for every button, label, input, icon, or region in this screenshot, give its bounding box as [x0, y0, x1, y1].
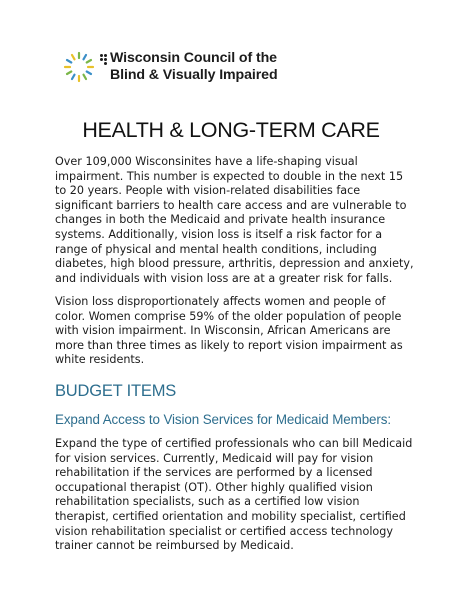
medicaid-paragraph: Expand the type of certified professionals who can bill Medicaid for vision services. Currently, Medicaid will pay for vision rehabilitation if the services are performed by a licensed occupational therapist (OT). Other highly qualified vision rehabilitation specialists, such as a certified low vision therapist, certified orientation and mobility specialist, certified vision rehabilitation specialist or certified access technology trainer cannot be reimbursed by Medicaid.	[55, 437, 413, 553]
logo-name-line1: Wisconsin Council of the	[110, 50, 277, 66]
budget-items-heading: BUDGET ITEMS	[55, 382, 177, 400]
intro-paragraph: Over 109,000 Wisconsinites have a life-shaping visual impairment. This number is expected to double in the next 15 to 20 years. People with vision-related disabilities face significant barriers to health care access and are vulnerable to changes in both the Medicaid and private health insurance systems. Additionally, vision loss is itself a risk factor for a range of physical and mental health conditions, including diabetes, high blood pressure, arthritis, depression and anxiety, and individuals with vision loss are at a greater risk for falls.	[55, 155, 414, 285]
sunburst-logo-icon	[62, 50, 96, 84]
logo-name-line2: Blind & Visually Impaired	[110, 67, 278, 83]
demographics-paragraph: Vision loss disproportionately affects women and people of color. Women comprise 59% of the older population of people with vision impairment. In Wisconsin, African Americans are more than three times as likely to report vision impairment as white residents.	[55, 295, 403, 367]
page-title: HEALTH & LONG-TERM CARE	[82, 118, 380, 142]
logo-wordmark	[100, 50, 278, 84]
medicaid-subheading: Expand Access to Vision Services for Medicaid Members:	[55, 412, 391, 427]
braille-dots-icon	[100, 53, 108, 64]
organization-logo	[62, 50, 278, 84]
